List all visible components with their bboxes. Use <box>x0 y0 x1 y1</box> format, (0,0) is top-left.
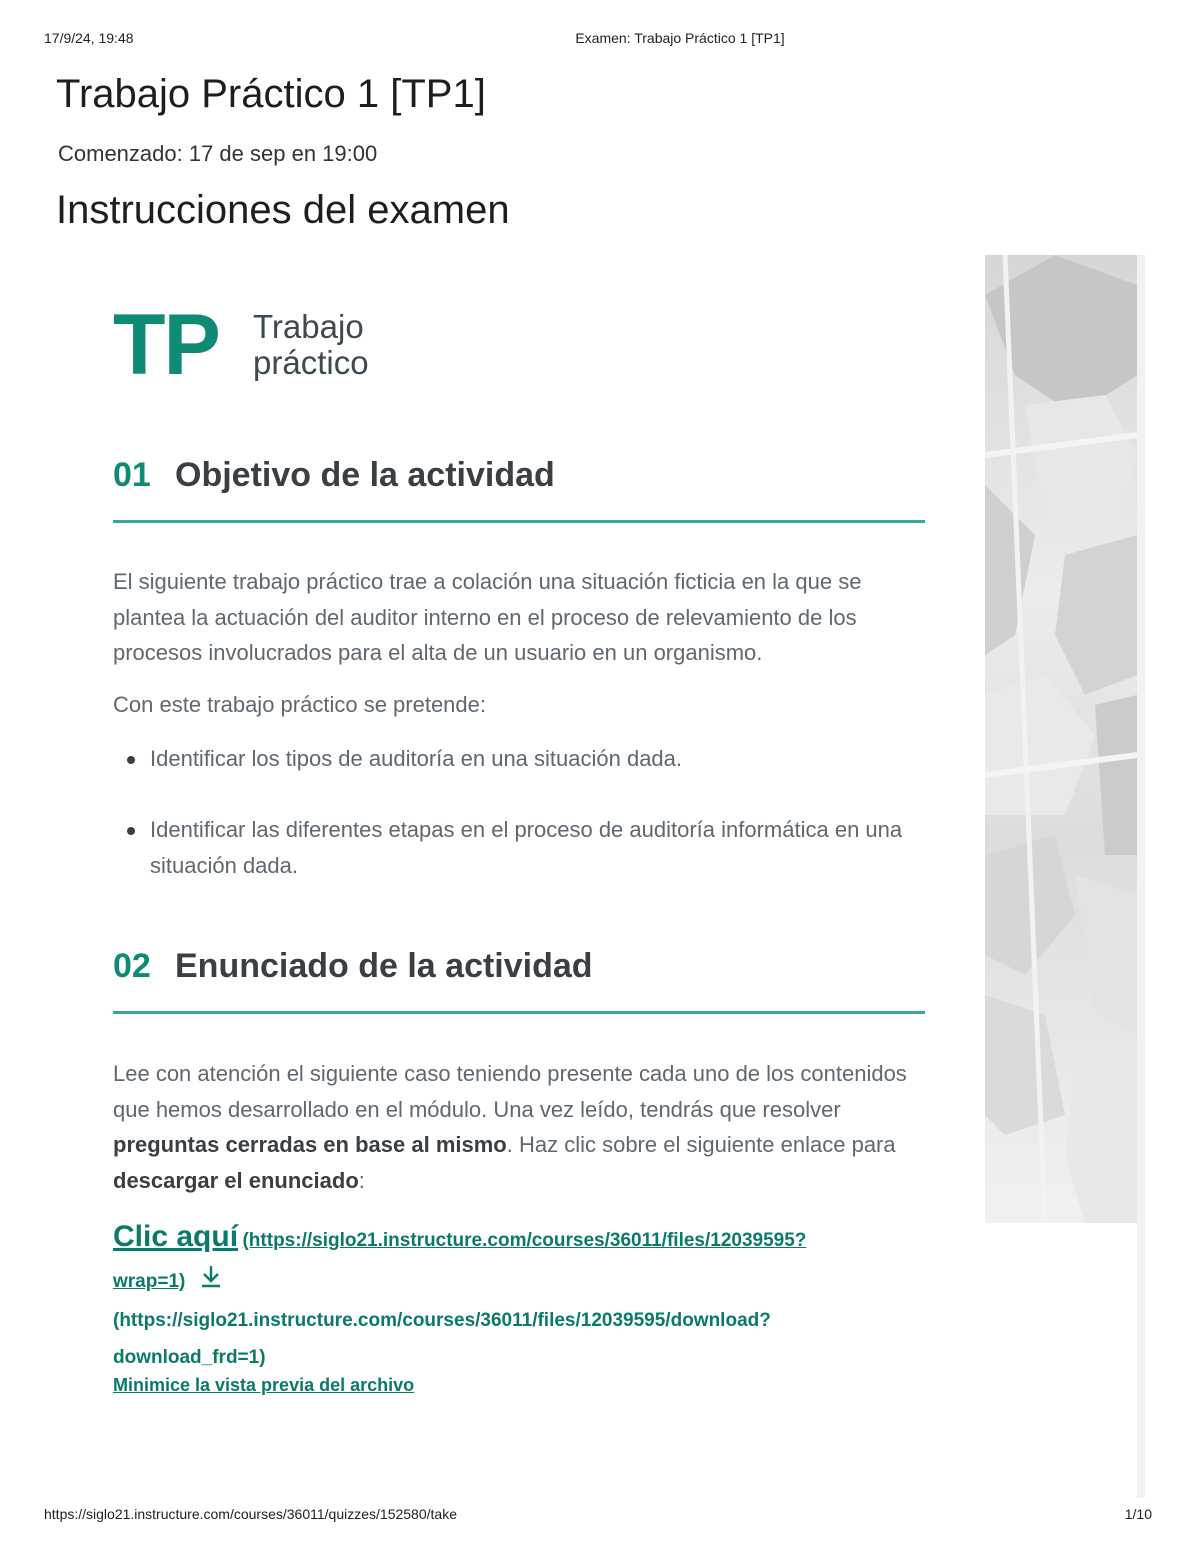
minimize-preview-link[interactable]: Minimice la vista previa del archivo <box>113 1375 415 1395</box>
section-1-number: 01 <box>113 456 151 494</box>
download-url-link-cont[interactable]: download_frd=1) <box>113 1347 266 1368</box>
section-2-title: Enunciado de la actividad <box>175 947 593 985</box>
download-icon[interactable] <box>198 1263 224 1303</box>
architecture-pattern <box>985 255 1137 1223</box>
section-1-divider <box>113 520 925 523</box>
section-2-bold-2: descargar el enunciado <box>113 1167 359 1193</box>
click-here-link[interactable]: Clic aquí <box>113 1220 239 1253</box>
print-title: Examen: Trabajo Práctico 1 [TP1] <box>575 30 785 46</box>
quiz-title: Trabajo Práctico 1 [TP1] <box>56 72 486 116</box>
section-1-paragraph: El siguiente trabajo práctico trae a colación una situación ficticia en la que se plantea la actuación del auditor interno en el proceso de relevamiento de los procesos involucrados para el alta de un usuario en un organismo. <box>113 569 862 665</box>
download-links <box>113 1216 925 1377</box>
objectives-list-2 <box>113 812 925 883</box>
section-2-text-3: : <box>358 1167 365 1193</box>
print-header <box>0 30 1200 50</box>
section-1-header <box>113 456 925 526</box>
decorative-side-image <box>985 255 1137 1223</box>
section-2-text-2: . Haz clic sobre el siguiente enlace para <box>506 1132 896 1157</box>
section-2-header <box>113 947 925 1017</box>
tp-logo <box>113 297 413 393</box>
tp-logo-line1: Trabajo <box>253 308 364 345</box>
section-2-text-1: Lee con atención el siguiente caso teniendo presente cada uno de los contenidos que hemos desarrollado en el módulo. Una vez leído, tendrás que resolver <box>113 1061 907 1122</box>
section-1-title: Objetivo de la actividad <box>175 456 555 494</box>
tp-logo-mark: TP <box>113 297 219 393</box>
download-url-link[interactable]: (https://siglo21.instructure.com/courses/36011/files/12039595/download? <box>113 1310 771 1331</box>
section-2-bold-1: preguntas cerradas en base al mismo <box>113 1132 507 1157</box>
scrollbar-track[interactable] <box>1137 255 1145 1498</box>
instructions-title: Instrucciones del examen <box>56 188 510 232</box>
section-2-number: 02 <box>113 947 151 985</box>
file-url-link-cont[interactable]: wrap=1) <box>113 1271 186 1293</box>
file-url-link[interactable]: (https://siglo21.instructure.com/courses/36011/files/12039595? <box>242 1230 807 1251</box>
section-1-intro: Con este trabajo práctico se pretende: <box>113 692 487 717</box>
page-number: 1/10 <box>1124 1506 1152 1522</box>
objectives-list <box>113 741 925 777</box>
tp-logo-line2: práctico <box>253 344 369 381</box>
print-footer <box>0 1506 1200 1526</box>
section-2-paragraph <box>113 1056 925 1198</box>
print-date: 17/9/24, 19:48 <box>44 30 134 46</box>
list-item: Identificar los tipos de auditoría en una situación dada. <box>113 741 925 777</box>
print-url: https://siglo21.instructure.com/courses/36011/quizzes/152580/take <box>44 1506 457 1522</box>
quiz-started-time: Comenzado: 17 de sep en 19:00 <box>58 141 378 166</box>
list-item: Identificar las diferentes etapas en el proceso de auditoría informática en una situación dada. <box>113 812 925 883</box>
section-2-divider <box>113 1011 925 1014</box>
